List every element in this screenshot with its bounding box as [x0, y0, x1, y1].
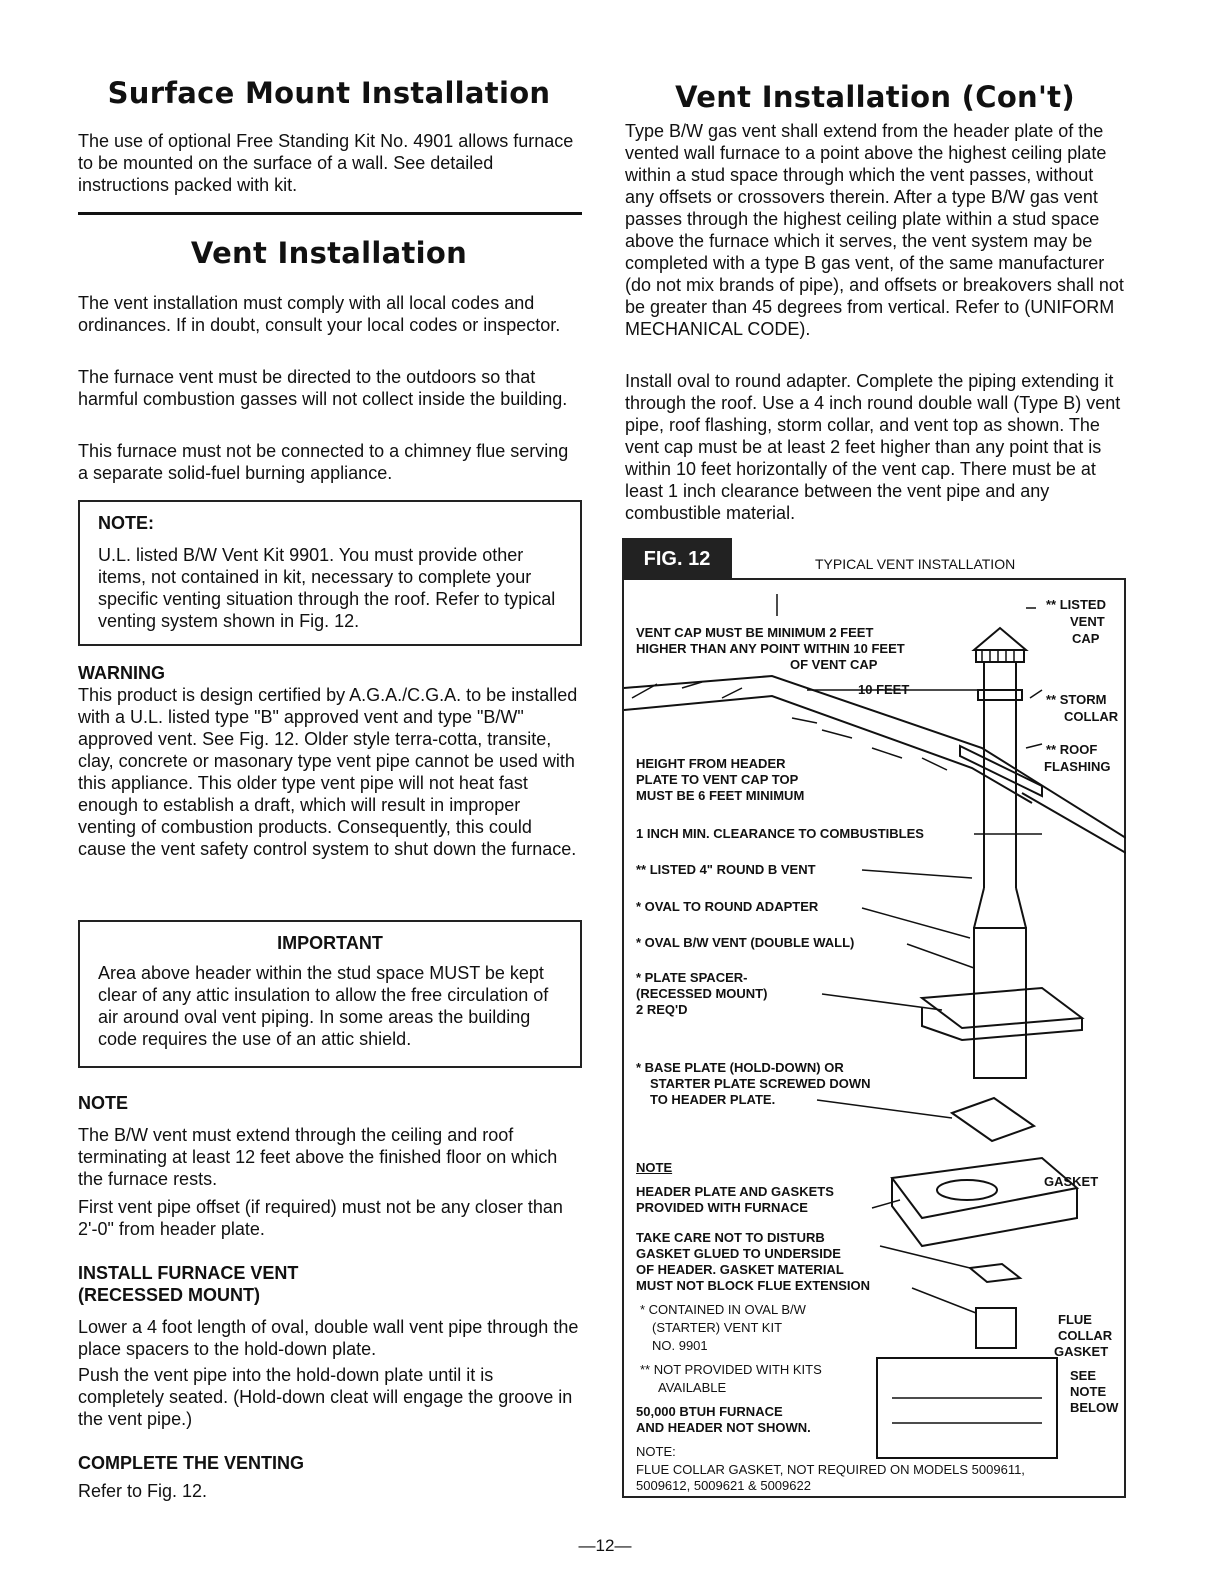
label-contained-3: NO. 9901	[652, 1338, 708, 1353]
label-header-2: PROVIDED WITH FURNACE	[636, 1200, 808, 1215]
label-height-2: PLATE TO VENT CAP TOP	[636, 772, 799, 787]
label-not-provided-1: ** NOT PROVIDED WITH KITS	[640, 1362, 822, 1377]
label-clearance: 1 INCH MIN. CLEARANCE TO COMBUSTIBLES	[636, 826, 924, 841]
install-title-line-1: INSTALL FURNACE VENT	[78, 1263, 299, 1283]
vent-diagram	[622, 578, 1126, 1498]
important-box	[78, 920, 582, 1068]
note2-title: NOTE	[78, 1093, 129, 1113]
roof-flashing	[960, 746, 1042, 796]
label-bottom-note-1: FLUE COLLAR GASKET, NOT REQUIRED ON MODELS 5009611,	[636, 1462, 1025, 1477]
label-base-plate-2: STARTER PLATE SCREWED DOWN	[650, 1076, 871, 1091]
section-divider	[78, 212, 582, 215]
install-paragraph-1: Lower a 4 foot length of oval, double wall vent pipe through the place spacers to the hold-down plate.	[78, 1317, 579, 1359]
base-plate	[952, 1098, 1034, 1141]
gasket	[970, 1264, 1020, 1282]
vent-paragraph-2: The furnace vent must be directed to the outdoors so that harmful combustion gasses will not collect inside the building.	[78, 367, 568, 409]
complete-venting-title: COMPLETE THE VENTING	[78, 1453, 305, 1473]
note-box	[78, 500, 582, 646]
label-take-care-3: OF HEADER. GASKET MATERIAL	[636, 1262, 844, 1277]
label-see-note-2: NOTE	[1070, 1384, 1107, 1399]
vent-paragraph-1: The vent installation must comply with all local codes and ordinances. If in doubt, consult your local codes or inspector.	[78, 293, 561, 335]
label-listed-cap-2: VENT	[1070, 614, 1105, 629]
label-btuh-1: 50,000 BTUH FURNACE	[636, 1404, 783, 1419]
label-header-1: HEADER PLATE AND GASKETS	[636, 1184, 834, 1199]
vent-cont-paragraph-2: Install oval to round adapter. Complete the piping extending it through the roof. Use a 4 inch round double wall (Type B) vent pipe, roof flashing, storm collar, and vent top as shown. The vent cap must be at least 2 feet higher than any point that is within 10 feet horizontally of the vent cap. There must be at least 1 inch clearance between the vent pipe and any combustible material.	[625, 371, 1121, 523]
important-title: IMPORTANT	[277, 933, 383, 953]
label-see-note-1: SEE	[1070, 1368, 1097, 1383]
label-ten-feet: 10 FEET	[858, 682, 910, 697]
label-storm-collar-1: ** STORM	[1046, 692, 1107, 707]
label-storm-collar-2: COLLAR	[1064, 709, 1119, 724]
plate-spacer	[922, 988, 1082, 1028]
label-take-care-2: GASKET GLUED TO UNDERSIDE	[636, 1246, 841, 1261]
surface-mount-text: The use of optional Free Standing Kit No. 4901 allows furnace to be mounted on the surface of a wall. See detailed instructions packed with kit.	[78, 131, 574, 195]
warning-text: This product is design certified by A.G.A./C.G.A. to be installed with a U.L. listed type "B" approved vent and type "B/W" approved vent. See Fig. 12. Older style terra-cotta, transite, clay, concrete or masonary type vent pipe cannot be used with this appliance. This older type vent pipe will not heat fast enough to establish a draft, which will result in improper venting of combustion products. Consequently, this could cause the vent safety control system to shut down the furnace.	[78, 685, 578, 859]
label-contained-2: (STARTER) VENT KIT	[652, 1320, 783, 1335]
install-title-line-2: (RECESSED MOUNT)	[78, 1285, 261, 1305]
note-box-text: U.L. listed B/W Vent Kit 9901. You must provide other items, not contained in kit, necessary to complete your specific venting situation through the roof. Refer to typical venting system shown in Fig. 12.	[98, 545, 556, 631]
install-paragraph-2: Push the vent pipe into the hold-down plate until it is completely seated. (Hold-down cleat will engage the groove in the vent pipe.)	[78, 1365, 573, 1429]
label-base-plate-1: * BASE PLATE (HOLD-DOWN) OR	[636, 1060, 844, 1075]
note-box-title: NOTE:	[98, 513, 154, 533]
label-not-provided-2: AVAILABLE	[658, 1380, 727, 1395]
label-oval-bw-vent: * OVAL B/W VENT (DOUBLE WALL)	[636, 935, 855, 950]
important-text: Area above header within the stud space MUST be kept clear of any attic insulation to allow the free circulation of air around oval vent piping. In some areas the building code requires the use of an attic shield.	[98, 963, 549, 1049]
label-btuh-2: AND HEADER NOT SHOWN.	[636, 1420, 811, 1435]
label-height-3: MUST BE 6 FEET MINIMUM	[636, 788, 805, 803]
note2-paragraph-1: The B/W vent must extend through the ceiling and roof terminating at least 12 feet above the finished floor on which the furnace rests.	[78, 1125, 558, 1189]
label-roof-flashing-1: ** ROOF	[1046, 742, 1098, 757]
label-base-plate-3: TO HEADER PLATE.	[650, 1092, 776, 1107]
flue-collar	[976, 1308, 1016, 1348]
warning-title: WARNING	[78, 663, 165, 683]
vent-cont-paragraph-1: Type B/W gas vent shall extend from the header plate of the vented wall furnace to a point above the highest ceiling plate within a stud space through which the vent passes, without any offsets or crossovers therein. After a type B/W gas vent passes through the highest ceiling plate within a stud space above the furnace which it serves, the vent system may be completed with a type B gas vent, of the same manufacturer (do not mix brands of pipe), and offsets or breakovers shall not be greater than 45 degrees from vertical. Refer to (UNIFORM MECHANICAL CODE).	[625, 121, 1124, 339]
label-listed-round-vent: ** LISTED 4" ROUND B VENT	[636, 862, 816, 877]
figure-label: FIG. 12	[622, 538, 732, 580]
label-flue-collar-1: FLUE	[1058, 1312, 1092, 1327]
label-take-care-1: TAKE CARE NOT TO DISTURB	[636, 1230, 825, 1245]
label-oval-adapter: * OVAL TO ROUND ADAPTER	[636, 899, 819, 914]
label-vent-cap-2: HIGHER THAN ANY POINT WITHIN 10 FEET	[636, 641, 905, 656]
vent-cap-top	[974, 628, 1026, 650]
label-see-note-3: BELOW	[1070, 1400, 1119, 1415]
vent-installation-cont-title: Vent Installation (Con't)	[675, 80, 1075, 114]
label-bottom-note-2: 5009612, 5009621 & 5009622	[636, 1478, 811, 1493]
label-note-head: NOTE	[636, 1160, 673, 1175]
label-vent-cap-3: OF VENT CAP	[790, 657, 878, 672]
label-contained-1: * CONTAINED IN OVAL B/W	[640, 1302, 806, 1317]
label-take-care-4: MUST NOT BLOCK FLUE EXTENSION	[636, 1278, 870, 1293]
label-vent-cap-1: VENT CAP MUST BE MINIMUM 2 FEET	[636, 625, 874, 640]
figure-caption: TYPICAL VENT INSTALLATION	[815, 556, 1016, 572]
label-bottom-note-head: NOTE:	[636, 1444, 676, 1459]
complete-venting-text: Refer to Fig. 12.	[78, 1481, 208, 1501]
label-plate-spacer-3: 2 REQ'D	[636, 1002, 688, 1017]
surface-mount-title: Surface Mount Installation	[107, 76, 551, 110]
label-flue-collar-2: COLLAR	[1058, 1328, 1113, 1343]
label-plate-spacer-2: (RECESSED MOUNT)	[636, 986, 768, 1001]
note2-paragraph-2: First vent pipe offset (if required) must not be any closer than 2'-0" from header plate.	[78, 1197, 563, 1239]
oval-bw-vent	[974, 928, 1026, 1078]
label-flue-collar-3: GASKET	[1054, 1344, 1109, 1359]
furnace-body	[877, 1358, 1057, 1458]
vent-paragraph-3: This furnace must not be connected to a chimney flue serving a separate solid-fuel burning appliance.	[78, 441, 569, 483]
label-gasket: GASKET	[1044, 1174, 1099, 1189]
label-plate-spacer-1: * PLATE SPACER-	[636, 970, 748, 985]
page-number: —12—	[578, 1536, 632, 1555]
label-listed-cap-1: ** LISTED	[1046, 597, 1106, 612]
label-listed-cap-3: CAP	[1072, 631, 1100, 646]
label-height-1: HEIGHT FROM HEADER	[636, 756, 786, 771]
label-roof-flashing-2: FLASHING	[1044, 759, 1111, 774]
vent-installation-title: Vent Installation	[190, 236, 468, 270]
